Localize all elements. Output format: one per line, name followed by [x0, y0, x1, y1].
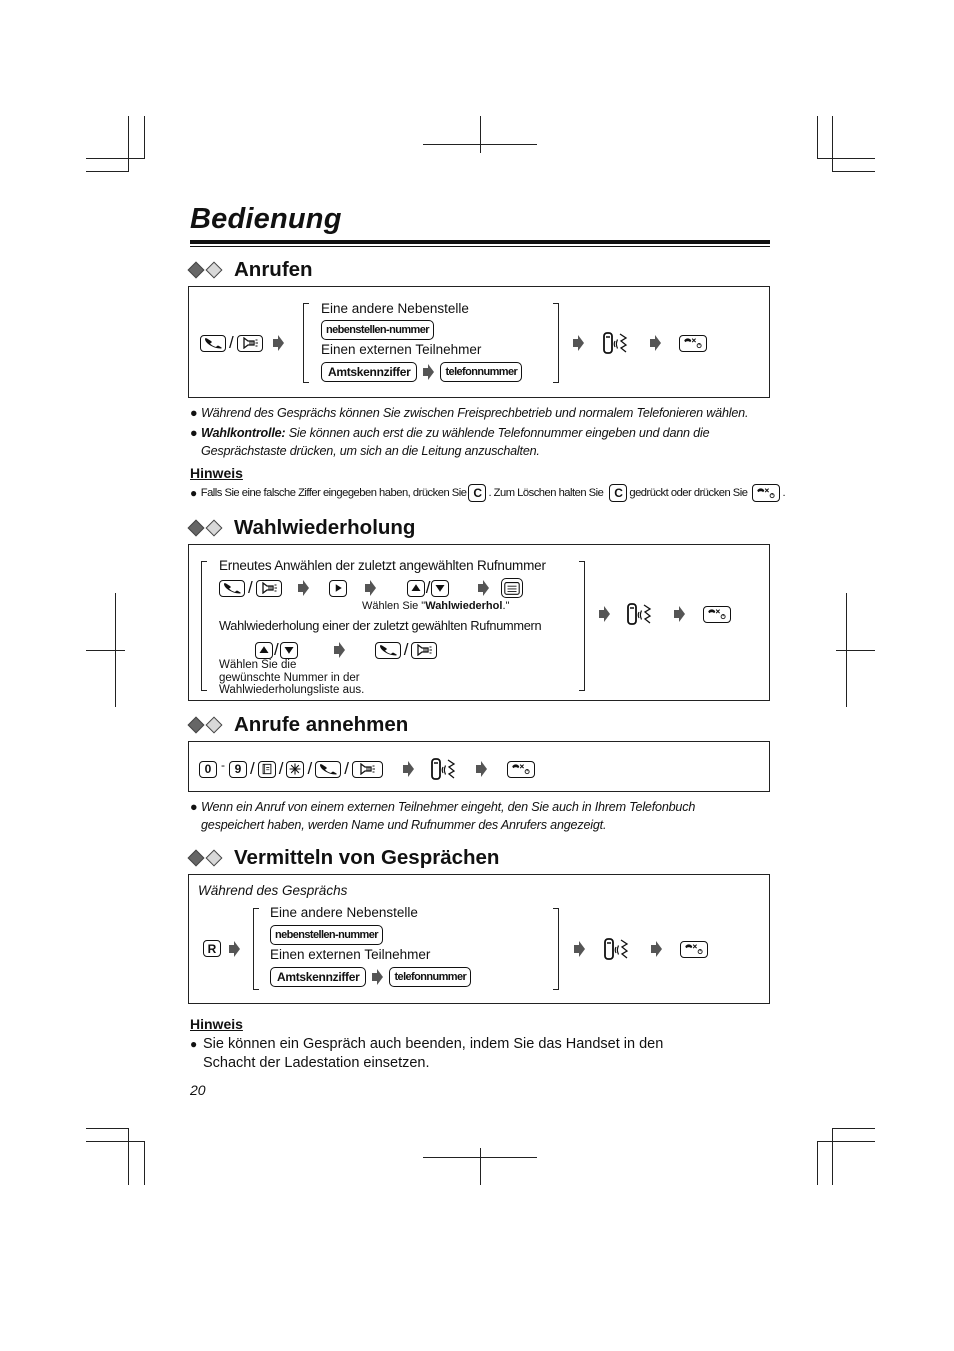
arrow-right-icon — [478, 580, 489, 596]
arrow-right-icon — [229, 941, 240, 957]
choose-number-hint: Wählen Sie die gewünschte Nummer in der Wahlwiederholungsliste aus. — [219, 659, 365, 696]
option-external-label: Einen externen Teilnehmer — [321, 342, 482, 357]
section-heading-annehmen: Anrufe annehmen — [190, 713, 408, 737]
crop-mark — [86, 1141, 145, 1142]
hinweis-note: ● Sie können ein Gespräch auch beenden, indem Sie das Handset in den Schacht der Ladestation einsetzen. — [190, 1036, 664, 1071]
annehmen-procedure-box: 0 - 9 / / / / — [188, 741, 770, 792]
navigator-down-key-icon — [280, 642, 298, 659]
crop-mark — [86, 158, 145, 159]
handset-talking-icon — [603, 938, 629, 960]
crop-mark — [144, 116, 145, 159]
crop-mark — [86, 650, 125, 651]
speakerphone-key-icon — [237, 335, 263, 352]
navigator-up-key-icon — [255, 642, 273, 659]
phonebook-key-icon — [258, 761, 276, 778]
digit-0-key: 0 — [199, 761, 217, 778]
arrow-right-icon — [298, 580, 309, 596]
anrufen-bullet-1: ● Während des Gesprächs können Sie zwischen Freisprechbetrieb und normalem Telefonieren wählen. — [190, 406, 749, 420]
phone-number-key: telefonnummer — [440, 362, 522, 382]
title-rule — [190, 240, 770, 244]
arrow-right-icon — [650, 335, 661, 351]
navigator-up-key-icon — [407, 580, 425, 597]
during-call-label: Während des Gesprächs — [198, 883, 348, 898]
clear-key: C — [609, 484, 627, 502]
talk-key-icon — [375, 642, 401, 659]
crop-mark — [817, 158, 875, 159]
section-heading-vermitteln: Vermitteln von Gesprächen — [190, 846, 499, 870]
redial-last-label: Erneutes Anwählen der zuletzt angewählten Rufnummer — [219, 558, 546, 573]
navigator-down-key-icon — [431, 580, 449, 597]
arrow-right-icon — [574, 941, 585, 957]
anrufen-procedure-box — [188, 286, 770, 398]
bracket-right — [553, 303, 559, 383]
crop-mark — [817, 1141, 818, 1185]
diamond-icon — [206, 717, 223, 734]
crop-mark — [480, 1148, 481, 1185]
crop-mark — [128, 1128, 129, 1185]
crop-mark — [817, 1141, 875, 1142]
option-extension-label: Eine andere Nebenstelle — [321, 301, 469, 316]
speakerphone-key-icon — [411, 642, 437, 659]
clear-key: C — [468, 484, 486, 502]
title-rule — [190, 246, 770, 247]
diamond-icon — [188, 262, 205, 279]
arrow-right-icon — [372, 969, 383, 985]
hinweis-label: Hinweis — [190, 1016, 243, 1032]
crop-mark — [832, 116, 833, 172]
arrow-right-icon — [651, 941, 662, 957]
line-access-key: Amtskennziffer — [321, 362, 417, 382]
page-title: Bedienung — [190, 203, 342, 235]
diamond-icon — [188, 717, 205, 734]
crop-mark — [423, 144, 537, 145]
bracket-right — [553, 908, 559, 990]
crop-mark — [480, 116, 481, 153]
diamond-icon — [206, 850, 223, 867]
crop-mark — [86, 1128, 129, 1129]
section-heading-wahlwiederholung: Wahlwiederholung — [190, 516, 415, 540]
arrow-right-icon — [599, 606, 610, 622]
intercom-key-icon — [286, 761, 304, 778]
digit-9-key: 9 — [229, 761, 247, 778]
off-key-icon — [752, 484, 780, 502]
line-access-key: Amtskennziffer — [270, 967, 366, 987]
arrow-right-icon — [573, 335, 584, 351]
diamond-icon — [188, 520, 205, 537]
crop-mark — [128, 116, 129, 172]
off-key-icon — [703, 606, 731, 623]
arrow-right-icon — [365, 580, 376, 596]
off-key-icon — [679, 335, 707, 352]
anrufen-start-keys: / — [200, 333, 284, 353]
crop-mark — [836, 650, 875, 651]
bracket-left — [201, 561, 207, 691]
crop-mark — [423, 1157, 537, 1158]
off-key-icon — [507, 761, 535, 778]
crop-mark — [832, 171, 875, 172]
option-extension-label: Eine andere Nebenstelle — [270, 905, 418, 920]
hinweis-label: Hinweis — [190, 465, 243, 481]
recall-key: R — [203, 940, 221, 957]
annehmen-bullet: ● Wenn ein Anruf von einem externen Teilnehmer eingeht, den Sie auch in Ihrem Telefonbuch gespeichert haben, werden Name und Rufnummer des Anrufers angezeigt. — [190, 800, 696, 832]
off-key-icon — [680, 941, 708, 958]
arrow-right-icon — [403, 761, 414, 777]
phone-number-key: telefonnummer — [389, 967, 471, 987]
play-key-icon — [329, 580, 347, 597]
arrow-right-icon — [674, 606, 685, 622]
talk-key-icon — [200, 335, 226, 352]
crop-mark — [832, 1128, 875, 1129]
page-number: 20 — [190, 1082, 206, 1098]
arrow-right-icon — [273, 335, 284, 351]
handset-talking-icon — [430, 758, 456, 780]
bracket-left — [303, 303, 309, 383]
speakerphone-key-icon — [352, 761, 383, 778]
crop-mark — [817, 116, 818, 159]
extension-number-key: nebenstellen-nummer — [270, 925, 383, 945]
section-heading-anrufen: Anrufen — [190, 258, 313, 282]
crop-mark — [832, 1128, 833, 1185]
bracket-right — [579, 561, 585, 691]
extension-number-key: nebenstellen-nummer — [321, 320, 434, 340]
diamond-icon — [188, 850, 205, 867]
menu-key-icon — [501, 578, 523, 598]
anrufen-note: ● Falls Sie eine falsche Ziffer eingegeben haben, drücken Sie C . Zum Löschen halten Sie C gedrückt oder drücken Sie . — [190, 486, 786, 500]
talk-key-icon — [315, 761, 341, 778]
anrufen-bullet-2: ● Wahlkontrolle: Sie können auch erst die zu wählende Telefonnummer eingeben und dann die Gesprächstaste drücken, um sich an die Leitung anzuschalten. — [190, 426, 710, 458]
handset-talking-icon — [626, 603, 652, 625]
arrow-right-icon — [423, 364, 434, 380]
vermitteln-procedure-box — [188, 874, 770, 1004]
crop-mark — [86, 171, 129, 172]
wahlwiederholung-procedure-box: Erneutes Anwählen der zuletzt angewählten Rufnummer / / Wählen Sie "Wahlwiederhol." Wahlwiederholung einer der zuletzt gewählten Rufnummern / / Wählen Sie die gewünschte Nummer in der Wahlwiederholungsliste aus. — [188, 544, 770, 701]
diamond-icon — [206, 262, 223, 279]
talk-key-icon — [219, 580, 245, 597]
bracket-left — [253, 908, 259, 990]
diamond-icon — [206, 520, 223, 537]
redial-list-label: Wahlwiederholung einer der zuletzt gewählten Rufnummern — [219, 618, 542, 633]
handset-talking-icon — [602, 332, 628, 354]
arrow-right-icon — [334, 642, 345, 658]
arrow-right-icon — [476, 761, 487, 777]
select-redial-label: Wählen Sie "Wahlwiederhol." — [362, 600, 510, 612]
crop-mark — [144, 1141, 145, 1185]
option-external-label: Einen externen Teilnehmer — [270, 947, 431, 962]
speakerphone-key-icon — [256, 580, 282, 597]
